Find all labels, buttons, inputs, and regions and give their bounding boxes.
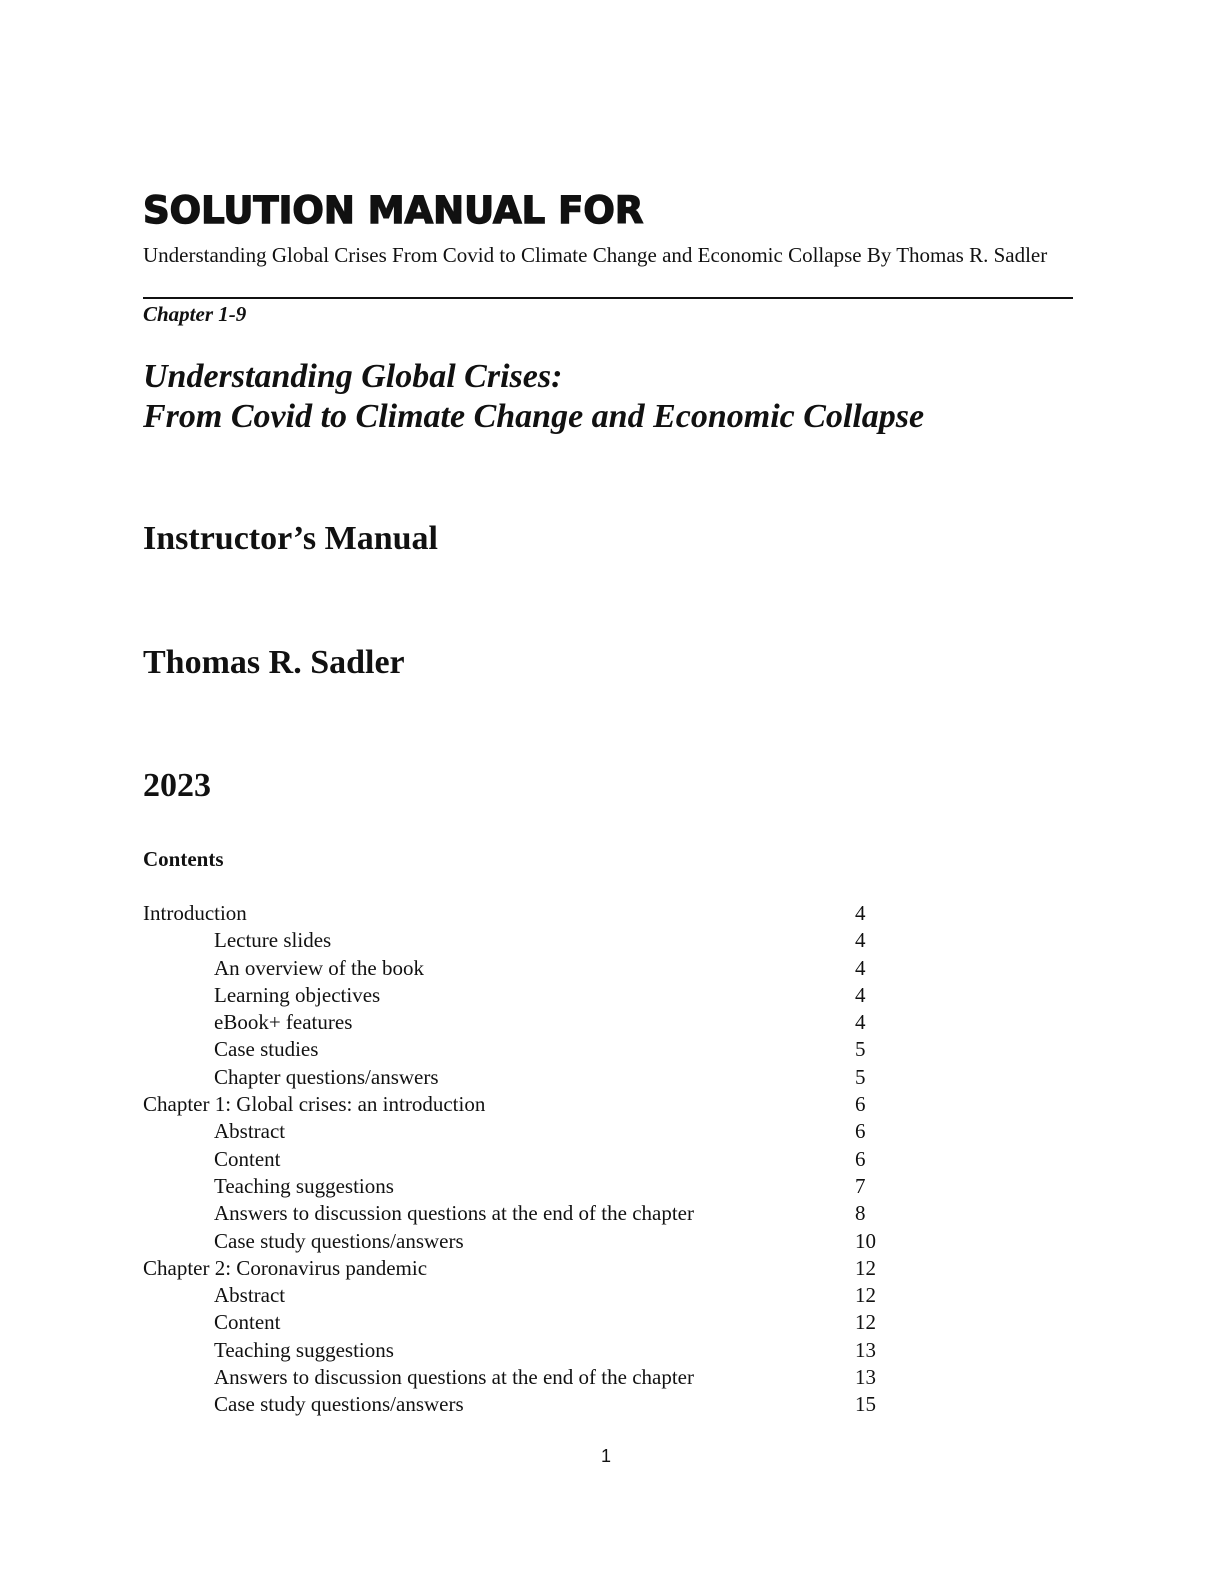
toc-entry-label: Answers to discussion questions at the end of the chapter [214,1365,694,1390]
contents-heading: Contents [143,847,224,871]
year-heading: 2023 [143,767,211,804]
toc-entry-page: 6 [855,1119,866,1144]
toc-entry-page: 4 [855,928,866,953]
page-number: 1 [600,1446,611,1466]
toc-entry-page: 4 [855,955,866,980]
toc-entry-label: Chapter 1: Global crises: an introduction [143,1092,486,1117]
toc-entry-label: Introduction [143,901,247,925]
toc-entry-page: 4 [855,1010,866,1035]
toc-entry[interactable] [143,1391,883,1418]
author-heading: Thomas R. Sadler [143,644,405,681]
book-title-line-1: Understanding Global Crises: [143,358,563,395]
toc-entry[interactable] [143,1091,883,1118]
toc-entry[interactable] [143,1364,883,1391]
book-subtitle: Understanding Global Crises From Covid to Climate Change and Economic Collapse By Thomas R. Sadler [143,243,1048,267]
toc-entry[interactable] [143,982,883,1009]
toc-entry-label: Case study questions/answers [214,1392,464,1417]
toc-entry[interactable] [143,1255,883,1282]
toc-entry-label: Case studies [214,1037,319,1062]
toc-entry[interactable] [143,1118,883,1145]
toc-entry-page: 12 [855,1310,876,1335]
toc-entry-page: 4 [855,901,866,925]
toc-entry-label: Teaching suggestions [214,1337,394,1362]
toc-entry-page: 8 [855,1201,866,1226]
toc-entry[interactable] [143,1173,883,1200]
toc-entry-label: Content [214,1146,281,1171]
toc-entry-page: 13 [855,1337,876,1362]
toc-entry[interactable] [143,900,883,927]
toc-entry[interactable] [143,1036,883,1063]
header-divider [143,297,1073,299]
manual-type-heading: Instructor’s Manual [143,520,438,557]
toc-entry-page: 12 [855,1283,876,1308]
toc-entry-label: eBook+ features [214,1010,353,1035]
toc-entry[interactable] [143,927,883,954]
toc-entry[interactable] [143,955,883,982]
toc-entry-label: Abstract [214,1283,286,1308]
toc-entry[interactable] [143,1228,883,1255]
toc-entry-label: Learning objectives [214,982,381,1007]
toc-entry-label: Case study questions/answers [214,1228,464,1253]
toc-entry-page: 12 [855,1255,876,1280]
toc-entry[interactable] [143,1337,883,1364]
solution-manual-banner: SOLUTION MANUAL FOR [143,189,644,232]
toc-entry[interactable] [143,1064,883,1091]
toc-entry-page: 5 [855,1037,866,1062]
toc-entry[interactable] [143,1309,883,1336]
toc-entry[interactable] [143,1200,883,1227]
toc-entry-label: An overview of the book [214,955,424,980]
toc-entry-label: Teaching suggestions [214,1173,394,1198]
toc-entry-page: 15 [855,1392,876,1417]
chapter-range: Chapter 1-9 [143,302,247,326]
toc-entry-label: Chapter questions/answers [214,1064,439,1089]
toc-entry[interactable] [143,1009,883,1036]
book-title [143,357,924,437]
toc-entry[interactable] [143,1146,883,1173]
toc-entry-page: 6 [855,1146,866,1171]
toc-entry-label: Answers to discussion questions at the end of the chapter [214,1201,694,1226]
toc-entry-page: 5 [855,1064,866,1089]
toc-entry-page: 4 [855,982,866,1007]
toc-entry-label: Lecture slides [214,928,332,953]
toc-entry-page: 7 [855,1173,866,1198]
toc-entry-page: 13 [855,1365,876,1390]
toc-entry-label: Abstract [214,1119,286,1144]
book-title-line-2: From Covid to Climate Change and Economic Collapse [143,398,925,435]
table-of-contents [143,900,883,1419]
toc-entry-page: 6 [855,1092,866,1117]
toc-entry-label: Chapter 2: Coronavirus pandemic [143,1255,428,1280]
toc-entry-page: 10 [855,1228,876,1253]
toc-entry-label: Content [214,1310,281,1335]
toc-entry[interactable] [143,1282,883,1309]
